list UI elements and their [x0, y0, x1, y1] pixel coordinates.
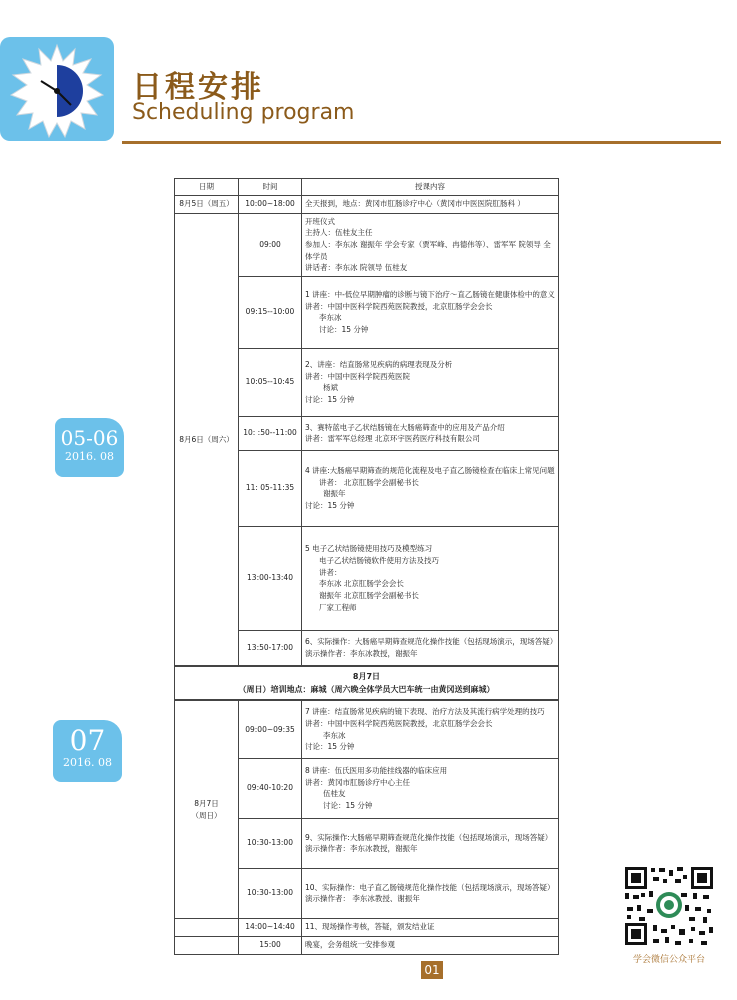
separator-date: 8月7日	[352, 671, 381, 681]
content-cell	[302, 758, 559, 818]
content-cell: 晚宴，会务组统一安排参观	[302, 936, 559, 954]
time-cell: 13:50-17:00	[239, 630, 302, 666]
logo	[0, 37, 114, 141]
content-line: 演示操作者： 李东冰教授、谢振年	[305, 894, 420, 904]
content-cell: 11、现场操作考核，答疑，颁发结业证	[302, 918, 559, 936]
header-content: 授课内容	[302, 179, 559, 196]
date-cell	[175, 700, 239, 918]
time-cell: 15:00	[239, 936, 302, 954]
content-line: 讲者：中国中医科学院西苑医院	[305, 371, 410, 381]
date-badge-1	[55, 418, 124, 477]
header-rule	[122, 141, 721, 144]
badge-month: 2016. 08	[63, 756, 112, 769]
date-cell: 8月5日（周五）	[175, 195, 239, 213]
day-separator-row	[175, 666, 559, 700]
time-cell: 09:00~09:35	[239, 700, 302, 758]
time-cell: 14:00~14:40	[239, 918, 302, 936]
content-line: 谢振年	[323, 489, 346, 499]
content-line: 伍桂友	[323, 789, 346, 799]
page-number: 01	[421, 961, 443, 979]
badge-days: 05-06	[60, 426, 119, 450]
time-cell: 09:00	[239, 213, 302, 276]
time-cell: 13:00-13:40	[239, 526, 302, 630]
page-subtitle: Scheduling program	[132, 100, 355, 125]
content-line: 讲者：雷军军总经理 北京环宇医药医疗科技有限公司	[305, 434, 480, 444]
time-cell: 11: 05-11:35	[239, 450, 302, 526]
content-line: 厂家工程师	[319, 602, 357, 612]
content-line: 演示操作者：李东冰教授，谢振年	[305, 844, 418, 854]
content-line: 讨论：15 分钟	[305, 394, 355, 404]
content-line: 讨论：15 分钟	[305, 500, 355, 510]
content-line: 9、实际操作:大肠癌早期筛查规范化操作技能（包括现场演示，现场答疑）	[305, 832, 553, 842]
content-line: 讨论：15 分钟	[319, 324, 369, 334]
content-cell: 全天报到，地点：黄冈市肛肠诊疗中心（黄冈市中医医院肛肠科 ）	[302, 195, 559, 213]
table-row	[175, 195, 559, 213]
content-line: 讲者：中国中医科学院西苑医院教授，北京肛肠学会会长	[305, 718, 493, 728]
badge-days: 07	[69, 724, 106, 757]
content-cell	[302, 526, 559, 630]
qr-code	[623, 865, 715, 947]
page-title: 日程安排	[132, 70, 264, 105]
content-line: 电子乙状结肠镜软件使用方法及技巧	[319, 556, 439, 565]
time-cell: 10:00~18:00	[239, 195, 302, 213]
header-date: 日期	[175, 179, 239, 196]
header-time: 时间	[239, 179, 302, 196]
content-cell	[302, 450, 559, 526]
date-line: 8月7日	[194, 798, 219, 808]
content-line: 主持人：伍桂友主任	[305, 228, 373, 238]
empty-date-cell	[175, 936, 239, 954]
time-cell: 10:30-13:00	[239, 818, 302, 868]
content-line: 讲者：黄冈市肛肠诊疗中心主任	[305, 777, 410, 787]
schedule-table	[174, 178, 559, 955]
content-line: 演示操作者：李东冰教授，谢振年	[305, 649, 418, 658]
time-cell: 10:05--10:45	[239, 348, 302, 416]
content-line: 讲者： 北京肛肠学会副秘书长	[319, 477, 419, 487]
content-cell	[302, 348, 559, 416]
content-line: 谢振年 北京肛肠学会副秘书长	[319, 590, 419, 600]
content-line: 讲话者：李东冰 院领导 伍桂友	[305, 263, 408, 273]
content-line: 杨斌	[323, 383, 338, 393]
badge-month: 2016. 08	[65, 450, 114, 463]
date-badge-2	[53, 720, 122, 782]
time-cell: 09:40-10:20	[239, 758, 302, 818]
content-line: 参加人：李东冰 谢振年 学会专家（贾军峰、冉德伟等）、雷军军 院领导 全体学员	[305, 239, 551, 261]
content-line: 8 讲座：伍氏医用多功能挂线器的临床应用	[305, 766, 448, 775]
content-line: 开班仪式	[305, 216, 335, 226]
day-separator	[175, 666, 559, 700]
content-line: 10、实际操作：电子直乙肠镜规范化操作技能（包括现场演示，现场答疑）	[305, 882, 555, 892]
content-line: 2、讲座：结直肠常见疾病的病理表现及分析	[305, 360, 453, 369]
content-line: 讨论：15 分钟	[305, 742, 355, 752]
content-cell	[302, 276, 559, 348]
content-line: 讲者：	[319, 567, 342, 577]
date-cell: 8月6日（周六）	[175, 213, 239, 666]
table-row	[175, 213, 559, 276]
content-line: 3、赛特蓝电子乙状结肠镜在大肠癌筛查中的应用及产品介绍	[305, 422, 505, 432]
content-line: 4 讲座:大肠癌早期筛查的规范化流程及电子直乙肠镜检查在临床上常见问题	[305, 466, 555, 475]
content-line: 李东冰 北京肛肠学会会长	[319, 579, 404, 589]
table-row	[175, 700, 559, 758]
date-line: （周日）	[191, 810, 222, 820]
content-line: 6、实际操作：大肠癌早期筛查规范化操作技能（包括现场演示，现场答疑）	[305, 637, 558, 647]
table-header-row	[175, 179, 559, 196]
table-row	[175, 936, 559, 954]
content-cell	[302, 818, 559, 868]
content-line: 7 讲座：结直肠常见疾病的镜下表现、治疗方法及其流行病学处理的技巧	[305, 707, 545, 717]
content-line: 讨论：15 分钟	[323, 800, 373, 810]
content-cell	[302, 700, 559, 758]
time-cell: 10: :50--11:00	[239, 416, 302, 450]
table-row	[175, 918, 559, 936]
content-line: 1 讲座：中-低位早期肿瘤的诊断与镜下治疗～直乙肠镜在健康体检中的意义	[305, 290, 555, 299]
content-line: 李东冰	[319, 313, 342, 323]
content-line: 李东冰	[323, 730, 346, 740]
content-cell	[302, 416, 559, 450]
empty-date-cell	[175, 918, 239, 936]
time-cell: 10:30-13:00	[239, 868, 302, 918]
separator-venue: （周日）培训地点：麻城（周六晚全体学员大巴车统一由黄冈送到麻城）	[238, 685, 495, 695]
content-line: 5 电子乙状结肠镜使用技巧及模型练习	[305, 544, 433, 554]
content-cell	[302, 213, 559, 276]
time-cell: 09:15--10:00	[239, 276, 302, 348]
qr-label: 学会微信公众平台	[632, 955, 705, 965]
content-cell	[302, 630, 559, 666]
content-cell	[302, 868, 559, 918]
content-line: 讲者：中国中医科学院西苑医院教授，北京肛肠学会会长	[305, 301, 493, 311]
